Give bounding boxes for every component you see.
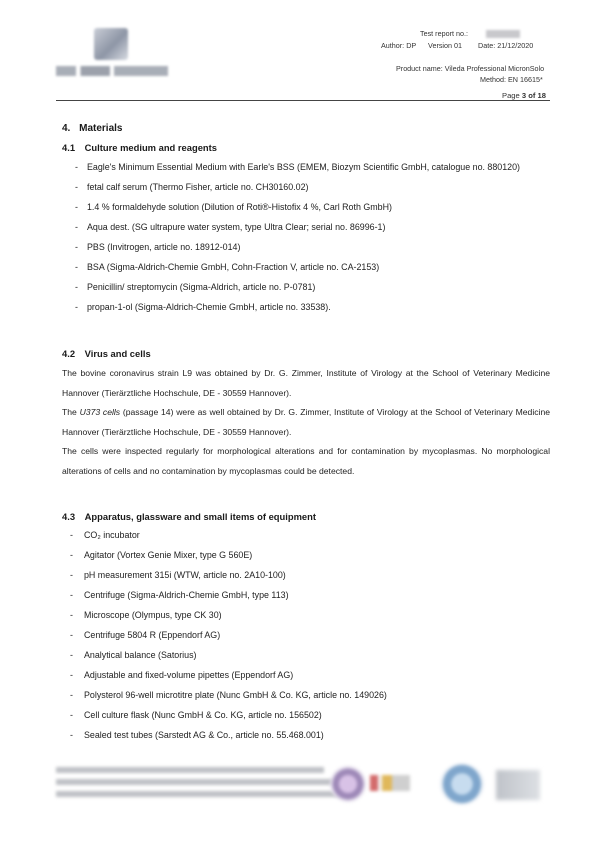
dash: - bbox=[75, 282, 78, 292]
dash: - bbox=[75, 262, 78, 272]
section-number: 4. bbox=[62, 123, 71, 134]
product-label: Product name: bbox=[396, 64, 443, 73]
dash: - bbox=[75, 202, 78, 212]
version-value: 01 bbox=[454, 41, 463, 50]
method-label: Method: bbox=[480, 75, 506, 84]
page-of: of bbox=[528, 91, 536, 100]
dash: - bbox=[70, 670, 73, 680]
list-item-text: Eagle's Minimum Essential Medium with Earle's BSS (EMEM, Biozym Scientific GmbH, catalogue no. 880120) bbox=[87, 162, 521, 172]
virus-paragraph bbox=[62, 364, 550, 482]
dash: - bbox=[70, 610, 73, 620]
subsection-heading-4-2 bbox=[62, 348, 151, 359]
dash: - bbox=[75, 242, 78, 252]
cells-prefix: The bbox=[62, 407, 77, 418]
subsection-heading-4-1 bbox=[62, 142, 217, 153]
list-item-text: 1.4 % formaldehyde solution (Dilution of Roti®-Histofix 4 %, Carl Roth GmbH) bbox=[87, 202, 392, 212]
version-label: Version bbox=[428, 41, 453, 50]
list-item-text: Centrifuge 5804 R (Eppendorf AG) bbox=[84, 630, 221, 640]
subsection-number: 4.1 bbox=[62, 142, 76, 153]
method-value: EN 16615* bbox=[507, 75, 543, 84]
dash: - bbox=[70, 530, 73, 540]
list-item-text: Agitator (Vortex Genie Mixer, type G 560E) bbox=[84, 550, 253, 560]
list-item-text: Adjustable and fixed-volume pipettes (Eppendorf AG) bbox=[84, 670, 294, 680]
product-value: Vileda Professional MicronSolo bbox=[444, 64, 545, 73]
logo-mark-icon bbox=[94, 28, 128, 60]
list-item-text: Centrifuge (Sigma-Aldrich-Chemie GmbH, type 113) bbox=[84, 590, 289, 600]
product-line bbox=[396, 63, 544, 74]
list-item-text: BSA (Sigma-Aldrich-Chemie GmbH, Cohn-Fraction V, article no. CA-2153) bbox=[87, 262, 380, 272]
author-label: Author: bbox=[381, 41, 405, 50]
list-item-text: Microscope (Olympus, type CK 30) bbox=[84, 610, 222, 620]
cells-rest: (passage 14) were as well obtained by Dr. G. Zimmer, Institute of Virology at the School of Veterinary Medicine Hannover (Tierärztliche Hochschule, DE - 30559 Hannover). bbox=[62, 407, 551, 437]
list-item-text: Sealed test tubes (Sarstedt AG & Co., article no. 55.468.001) bbox=[84, 730, 324, 740]
accreditation-seal-icon bbox=[330, 766, 366, 802]
dash: - bbox=[70, 590, 73, 600]
dash: - bbox=[70, 690, 73, 700]
list-item-text: propan-1-ol (Sigma-Aldrich-Chemie GmbH, article no. 33538). bbox=[87, 302, 331, 312]
dash: - bbox=[70, 630, 73, 640]
redacted-footer-text bbox=[56, 767, 356, 797]
test-report-label: Test report no.: bbox=[420, 29, 468, 38]
subsection-title: Virus and cells bbox=[84, 348, 151, 359]
inspection-text: The cells were inspected regularly for morphological alterations and for contamination by mycoplasmas. No morphological alterations of cells and no contamination by mycoplasmas could be detected. bbox=[62, 446, 550, 476]
page-current: 3 bbox=[521, 91, 527, 100]
cells-name: U373 cells bbox=[79, 407, 121, 418]
dash: - bbox=[70, 730, 73, 740]
dash: - bbox=[75, 222, 78, 232]
redacted-report-number bbox=[486, 30, 520, 38]
certification-mark-icon bbox=[370, 775, 410, 791]
dash: - bbox=[75, 182, 78, 192]
section-heading bbox=[62, 123, 122, 134]
dash: - bbox=[70, 710, 73, 720]
page-total: 18 bbox=[537, 91, 546, 100]
list-item-text: Cell culture flask (Nunc GmbH & Co. KG, article no. 156502) bbox=[84, 710, 322, 720]
date-label: Date: bbox=[478, 41, 496, 50]
method-line bbox=[480, 74, 543, 85]
list-item-text: Polysterol 96-well microtitre plate (Nunc GmbH & Co. KG, article no. 149026) bbox=[84, 690, 387, 700]
subsection-number: 4.2 bbox=[62, 348, 76, 359]
list-item-text: Penicillin/ streptomycin (Sigma-Aldrich, article no. P-0781) bbox=[87, 282, 316, 292]
virus-text: The bovine coronavirus strain L9 was obtained by Dr. G. Zimmer, Institute of Virology at the School of Veterinary Medicine Hannover (Tierärztliche Hochschule, DE - 30559 Hannover). bbox=[62, 368, 550, 398]
author-line bbox=[381, 40, 533, 51]
date-value: 21/12/2020 bbox=[497, 41, 534, 50]
subsection-title: Culture medium and reagents bbox=[84, 142, 217, 153]
subsection-title: Apparatus, glassware and small items of equipment bbox=[84, 511, 316, 522]
dakks-seal-icon bbox=[440, 763, 484, 805]
dash: - bbox=[75, 162, 78, 172]
company-logo bbox=[56, 28, 168, 84]
dash: - bbox=[70, 550, 73, 560]
list-item-text: Aqua dest. (SG ultrapure water system, type Ultra Clear; serial no. 86996-1) bbox=[87, 222, 386, 232]
header-divider bbox=[56, 100, 550, 101]
dash: - bbox=[75, 302, 78, 312]
list-item-text: PBS (Invitrogen, article no. 18912-014) bbox=[87, 242, 241, 252]
subsection-number: 4.3 bbox=[62, 511, 76, 522]
subsection-heading-4-3 bbox=[62, 511, 316, 522]
page-indicator bbox=[502, 91, 546, 100]
author-value: DP bbox=[406, 41, 417, 50]
list-item-text: Analytical balance (Satorius) bbox=[84, 650, 197, 660]
footer-logo-icon bbox=[496, 770, 540, 800]
logo-wordmark bbox=[56, 66, 168, 76]
cells-text bbox=[62, 403, 550, 442]
list-item-text: pH measurement 315i (WTW, article no. 2A10-100) bbox=[84, 570, 286, 580]
test-report-line bbox=[420, 28, 520, 39]
dash: - bbox=[70, 650, 73, 660]
list-item-text: CO₂ incubator bbox=[84, 530, 140, 540]
list-item-text: fetal calf serum (Thermo Fisher, article no. CH30160.02) bbox=[87, 182, 309, 192]
dash: - bbox=[70, 570, 73, 580]
page-prefix: Page bbox=[502, 91, 520, 100]
section-title: Materials bbox=[79, 123, 123, 134]
